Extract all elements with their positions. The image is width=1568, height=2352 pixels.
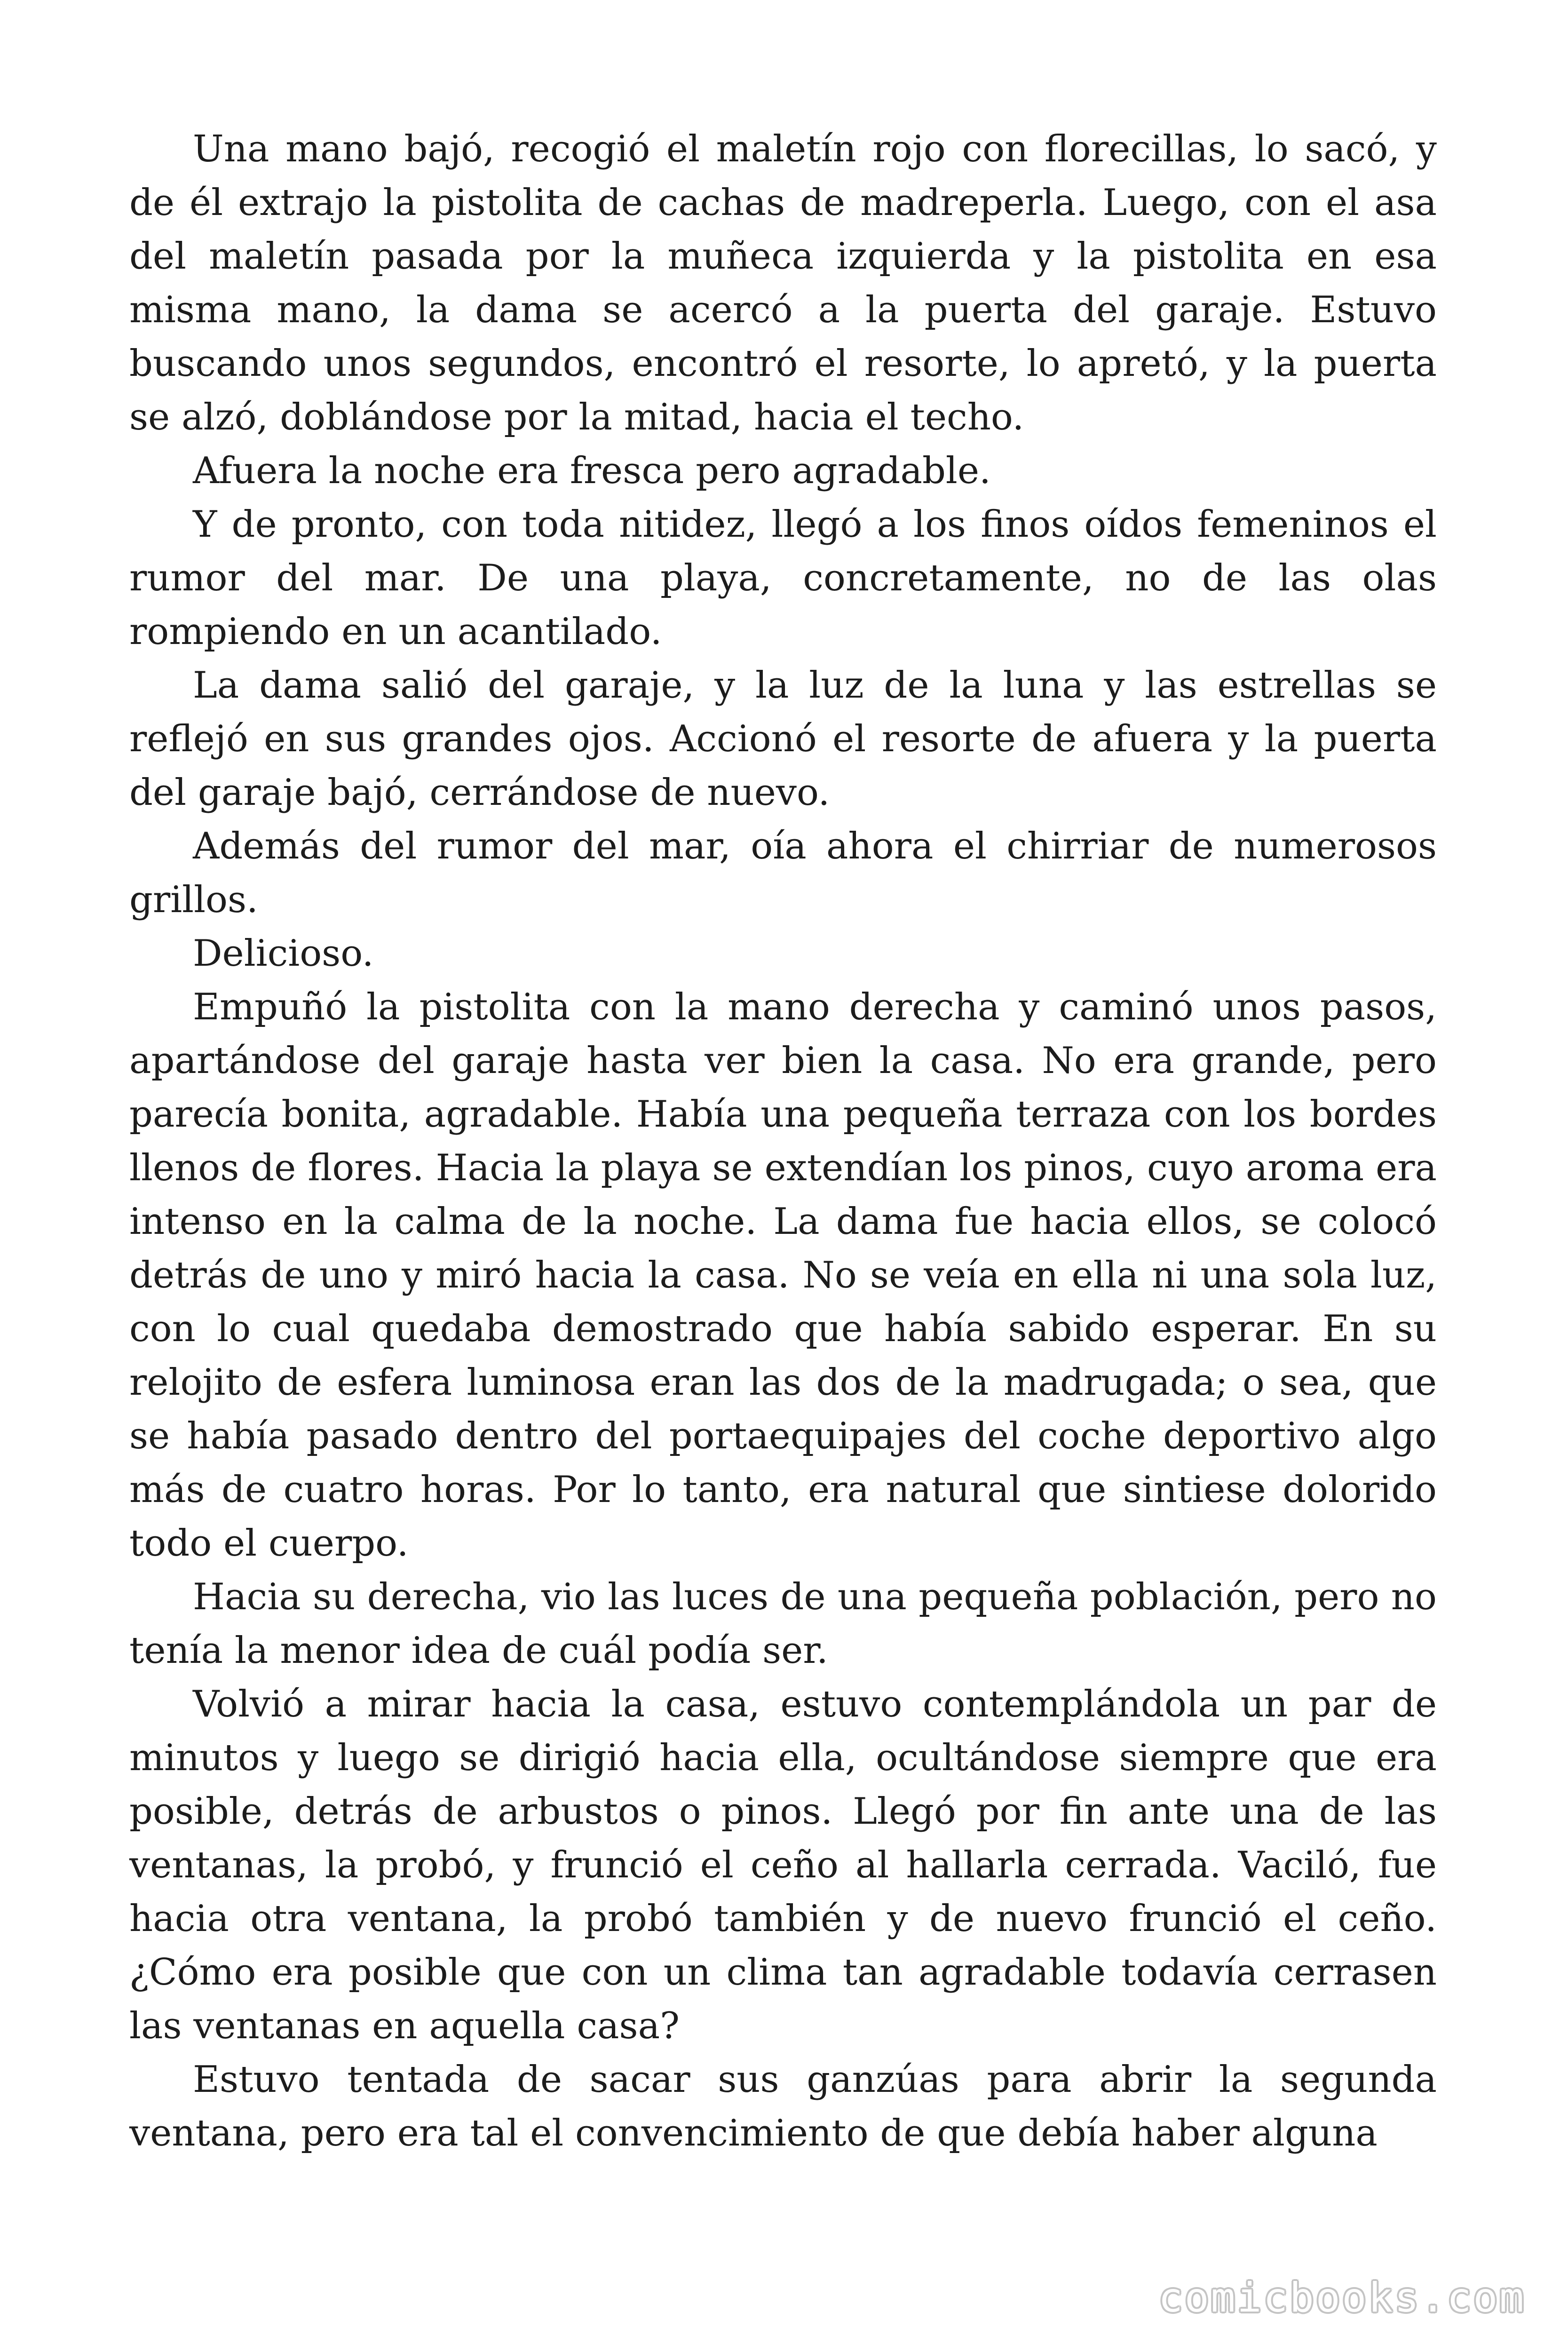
paragraph: Afuera la noche era fresca pero agradable. [193,450,991,492]
paragraph: La dama salió del garaje, y la luz de la luna y las estrellas se reflejó en sus grandes ojos. Accionó el resorte de afuera y la puerta del garaje bajó, cerrándose de nuevo. [129,664,1437,814]
watermark: comicbooks.com [1158,2274,1526,2321]
paragraph: Estuvo tentada de sacar sus ganzúas para abrir la segunda ventana, pero era tal el convencimiento de que debía haber alguna [129,2058,1437,2154]
paragraph: Delicioso. [193,932,374,975]
paragraph: Y de pronto, con toda nitidez, llegó a los finos oídos femeninos el rumor del mar. De una playa, concretamente, no de las olas rompiendo en un acantilado. [129,503,1437,653]
paragraph: Hacia su derecha, vio las luces de una pequeña población, pero no tenía la menor idea de cuál podía ser. [129,1576,1437,1672]
paragraph: Volvió a mirar hacia la casa, estuvo contemplándola un par de minutos y luego se dirigió hacia ella, ocultándose siempre que era posible, detrás de arbustos o pinos. Llegó por fin ante una de las ventanas, la probó, y frunció el ceño al hallarla cerrada. Vaciló, fue hacia otra ventana, la probó también y de nuevo frunció el ceño. ¿Cómo era posible que con un clima tan agradable todavía cerrasen las ventanas en aquella casa? [129,1683,1437,2047]
page-text-body [129,122,1437,2160]
paragraph: Empuñó la pistolita con la mano derecha y caminó unos pasos, apartándose del garaje hasta ver bien la casa. No era grande, pero parecía bonita, agradable. Había una pequeña terraza con los bordes llenos de flores. Hacia la playa se extendían los pinos, cuyo aroma era intenso en la calma de la noche. La dama fue hacia ellos, se colocó detrás de uno y miró hacia la casa. No se veía en ella ni una sola luz, con lo cual quedaba demostrado que había sabido esperar. En su relojito de esfera luminosa eran las dos de la madrugada; o sea, que se había pasado dentro del portaequipajes del coche deportivo algo más de cuatro horas. Por lo tanto, era natural que sintiese dolorido todo el cuerpo. [129,986,1437,1565]
paragraph: Además del rumor del mar, oía ahora el chirriar de numerosos grillos. [129,825,1437,921]
paragraph: Una mano bajó, recogió el maletín rojo con florecillas, lo sacó, y de él extrajo la pistolita de cachas de madreperla. Luego, con el asa del maletín pasada por la muñeca izquierda y la pistolita en esa misma mano, la dama se acercó a la puerta del garaje. Estuvo buscando unos segundos, encontró el resorte, lo apretó, y la puerta se alzó, doblándose por la mitad, hacia el techo. [129,128,1437,438]
